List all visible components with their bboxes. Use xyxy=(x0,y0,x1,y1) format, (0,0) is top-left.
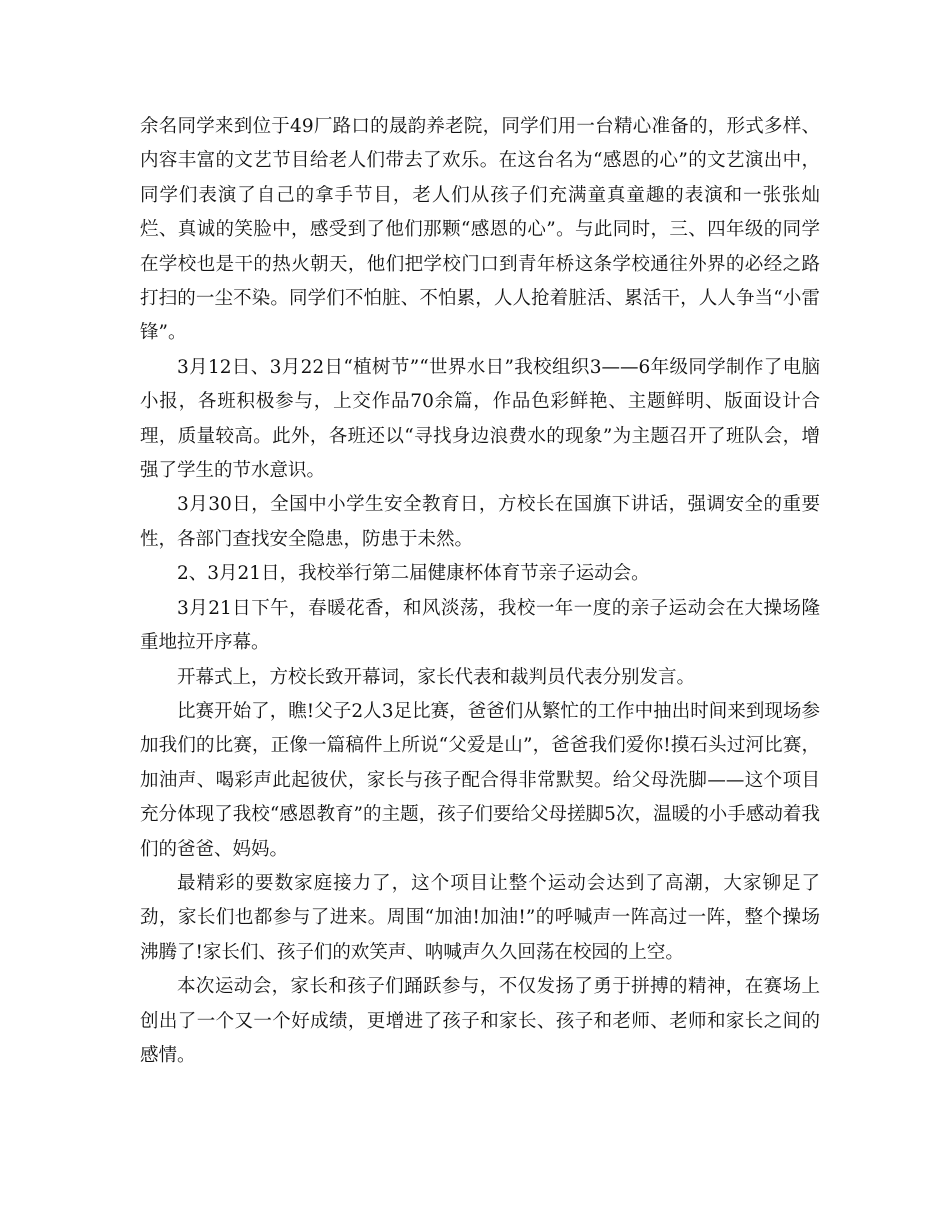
paragraph-3: 3月30日，全国中小学生安全教育日，方校长在国旗下讲话，强调安全的重要性，各部门查找安全隐患，防患于未然。 xyxy=(140,494,820,550)
paragraph-6: 开幕式上，方校长致开幕词，家长代表和裁判员代表分别发言。 xyxy=(177,666,696,688)
document-page xyxy=(140,110,820,1073)
paragraph-8: 最精彩的要数家庭接力了，这个项目让整个运动会达到了高潮，大家铆足了劲，家长们也都参与了进来。周围“加油!加油!”的呼喊声一阵高过一阵，整个操场沸腾了!家长们、孩子们的欢笑声、呐喊声久久回荡在校园的上空。 xyxy=(140,872,820,963)
paragraph-2: 3月12日、3月22日“植树节”“世界水日”我校组织3——6年级同学制作了电脑小报，各班积极参与，上交作品70余篇，作品色彩鲜艳、主题鲜明、版面设计合理，质量较高。此外，各班还以“寻找身边浪费水的现象”为主题召开了班队会，增强了学生的节水意识。 xyxy=(140,356,820,482)
paragraph-1: 余名同学来到位于49厂路口的晟韵养老院，同学们用一台精心准备的，形式多样、内容丰富的文艺节目给老人们带去了欢乐。在这台名为“感恩的心”的文艺演出中，同学们表演了自己的拿手节目，老人们从孩子们充满童真童趣的表演和一张张灿烂、真诚的笑脸中，感受到了他们那颗“感恩的心”。与此同时，三、四年级的同学在学校也是干的热火朝天，他们把学校门口到青年桥这条学校通往外界的必经之路打扫的一尘不染。同学们不怕脏、不怕累，人人抢着脏活、累活干，人人争当“小雷锋”。 xyxy=(140,116,820,344)
paragraph-7: 比赛开始了，瞧!父子2人3足比赛，爸爸们从繁忙的工作中抽出时间来到现场参加我们的比赛，正像一篇稿件上所说“父爱是山”，爸爸我们爱你!摸石头过河比赛，加油声、喝彩声此起彼伏，家长与孩子配合得非常默契。给父母洗脚——这个项目充分体现了我校“感恩教育”的主题，孩子们要给父母搓脚5次，温暖的小手感动着我们的爸爸、妈妈。 xyxy=(140,700,820,860)
paragraph-4: 2、3月21日，我校举行第二届健康杯体育节亲子运动会。 xyxy=(177,563,650,585)
paragraph-5: 3月21日下午，春暖花香，和风淡荡，我校一年一度的亲子运动会在大操场隆重地拉开序幕。 xyxy=(140,597,820,654)
paragraph-9: 本次运动会，家长和孩子们踊跃参与，不仅发扬了勇于拼搏的精神，在赛场上创出了一个又一个好成绩，更增进了孩子和家长、孩子和老师、老师和家长之间的感情。 xyxy=(140,976,820,1066)
